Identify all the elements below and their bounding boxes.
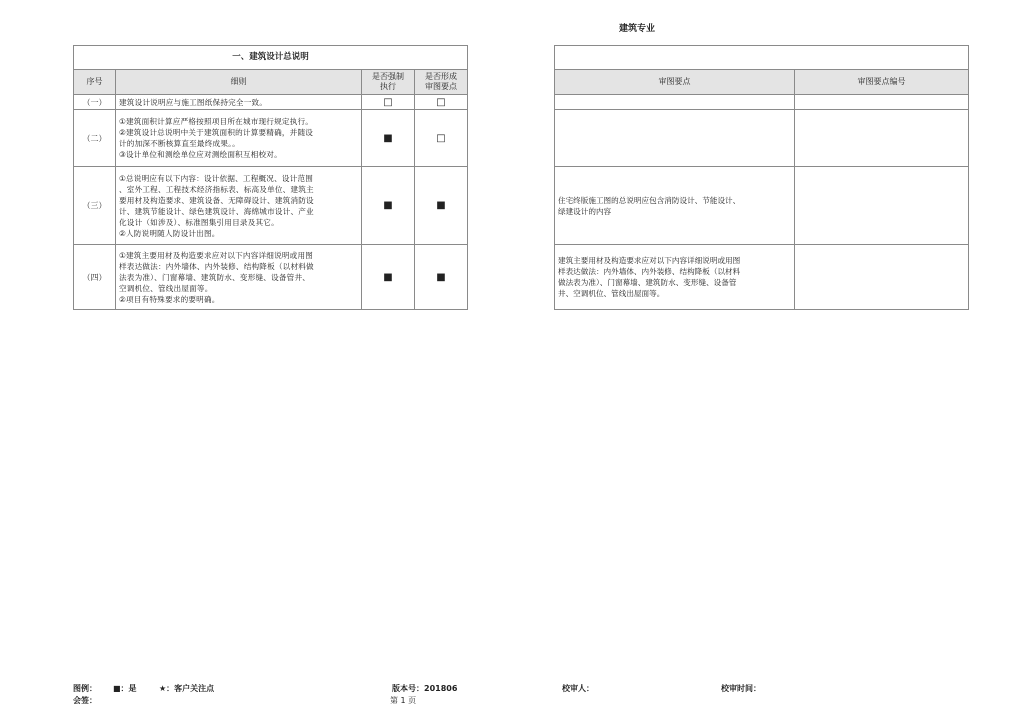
- column-header-detail: 细则: [116, 70, 362, 95]
- review-title-cell: [555, 46, 969, 70]
- spec-table: [73, 45, 468, 310]
- review-point-cell: [555, 95, 795, 110]
- review-row: [555, 110, 969, 167]
- review-title-row: [555, 46, 969, 70]
- review-code-cell: [795, 245, 969, 310]
- section-title-row: [74, 46, 468, 70]
- version-label: 版本号：201806: [392, 684, 458, 693]
- row-detail: ①建筑面积计算应严格按照项目所在城市现行规定执行。 ②建筑设计总说明中关于建筑面积的计算要精确，并随设 计的加深不断核算直至最终成果。。 ③设计单位和测绘单位应对测绘面积互相校对。: [116, 110, 362, 167]
- column-header-review-point: 审图要点: [555, 70, 795, 95]
- mandatory-checkbox[interactable]: ■: [362, 245, 415, 310]
- review-row: [555, 167, 969, 245]
- row-detail: ①建筑主要用材及构造要求应对以下内容详细说明或用图 样表达做法：内外墙体、内外装修、结构降板（以材料做 法表为准）、门窗幕墙、建筑防水、变形缝、设备管井、 空调机位、管线出屋面等。 ②项目有特殊要求的要明确。: [116, 245, 362, 310]
- table-header-row: [74, 70, 468, 95]
- legend-yes: ■：是: [113, 684, 137, 693]
- row-detail: ①总说明应有以下内容：设计依据、工程概况、设计范围 、室外工程、工程技术经济指标表、标高及单位、建筑主 要用材及构造要求、建筑设备、无障碍设计、建筑消防设 计、建筑节能设计、绿色建筑设计、海绵城市设计、产业 化设计（如涉及）、标准图集引用目录及其它。 ②人防说明随人防设计出图。: [116, 167, 362, 245]
- column-header-review-point: 是否形成 审图要点: [415, 70, 468, 95]
- review-code-cell: [795, 110, 969, 167]
- column-header-mandatory: 是否强制 执行: [362, 70, 415, 95]
- table-row: [74, 167, 468, 245]
- row-number: （二）: [74, 110, 116, 167]
- mandatory-checkbox[interactable]: □: [362, 95, 415, 110]
- review-point-checkbox[interactable]: □: [415, 110, 468, 167]
- review-code-cell: [795, 95, 969, 110]
- review-row: [555, 95, 969, 110]
- review-time-label: 校审时间：: [721, 684, 761, 693]
- table-row: [74, 95, 468, 110]
- row-number: （四）: [74, 245, 116, 310]
- review-point-checkbox[interactable]: ■: [415, 167, 468, 245]
- review-row: [555, 245, 969, 310]
- review-code-cell: [795, 167, 969, 245]
- column-header-num: 序号: [74, 70, 116, 95]
- table-row: [74, 110, 468, 167]
- mandatory-checkbox[interactable]: ■: [362, 167, 415, 245]
- column-header-review-code: 审图要点编号: [795, 70, 969, 95]
- review-point-cell: [555, 110, 795, 167]
- legend-label: 图例：: [73, 684, 97, 693]
- review-point-checkbox[interactable]: □: [415, 95, 468, 110]
- mandatory-checkbox[interactable]: ■: [362, 110, 415, 167]
- row-number: （一）: [74, 95, 116, 110]
- legend-focus: ★：客户关注点: [159, 684, 215, 693]
- review-point-cell: 住宅终版施工图的总说明应包含消防设计、节能设计、 绿建设计的内容: [555, 167, 795, 245]
- table-row: [74, 245, 468, 310]
- row-detail: 建筑设计说明应与施工图纸保持完全一致。: [116, 95, 362, 110]
- page-number: 第 1 页: [390, 696, 417, 705]
- section-title: 一、建筑设计总说明: [74, 46, 468, 70]
- review-point-checkbox[interactable]: ■: [415, 245, 468, 310]
- review-points-table: [554, 45, 969, 310]
- review-header-row: [555, 70, 969, 95]
- page-title: 建筑专业: [618, 24, 655, 34]
- reviewer-label: 校审人：: [562, 684, 594, 693]
- countersign-label: 会签：: [73, 696, 97, 705]
- review-point-cell: 建筑主要用材及构造要求应对以下内容详细说明或用图 样表达做法：内外墙体、内外装修、结构降板（以材料 做法表为准）、门窗幕墙、建筑防水、变形缝、设备管 井、空调机位、管线出屋面等。: [555, 245, 795, 310]
- row-number: （三）: [74, 167, 116, 245]
